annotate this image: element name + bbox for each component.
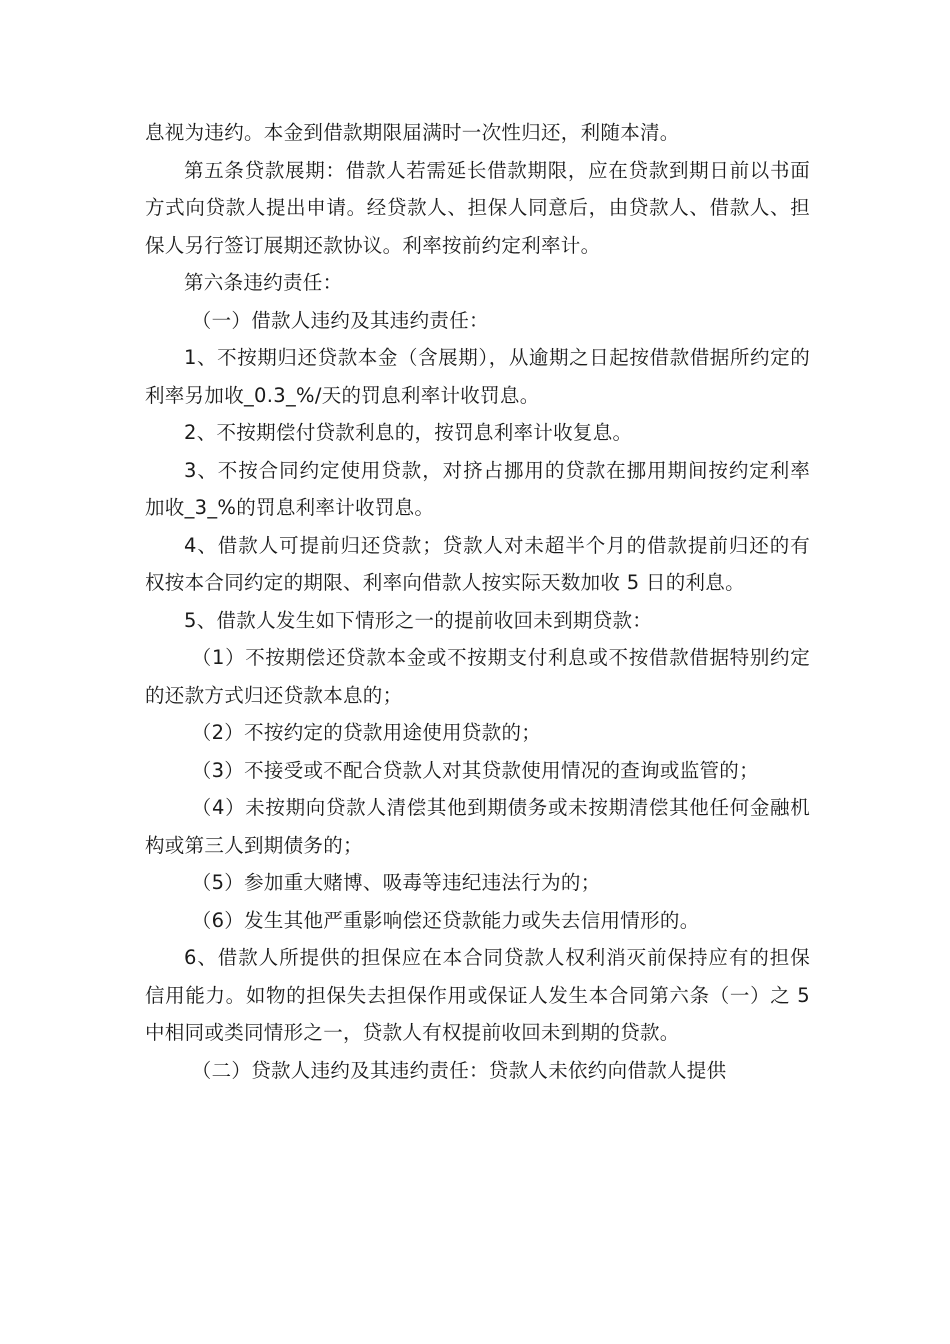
paragraph-lender-breach: （二）贷款人违约及其违约责任：贷款人未依约向借款人提供 <box>191 1058 727 1082</box>
paragraph-item-3: 3、不按合同约定使用贷款，对挤占挪用的贷款在挪用期间按约定利率加收_3_%的罚息利率计收罚息。 <box>145 458 810 519</box>
paragraph-borrower-breach-heading: （一）借款人违约及其违约责任： <box>191 308 489 332</box>
paragraph-subitem-5: （5）参加重大赌博、吸毒等违纪违法行为的； <box>191 871 601 894</box>
paragraph-item-5: 5、借款人发生如下情形之一的提前收回未到期贷款： <box>184 608 653 632</box>
paragraph-subitem-6: （6）发生其他严重影响偿还贷款能力或失去信用情形的。 <box>191 908 700 932</box>
paragraph-item-1: 1、不按期归还贷款本金（含展期），从逾期之日起按借款借据所约定的利率另加收_0.3_%/天的罚息利率计收罚息。 <box>145 346 810 407</box>
paragraph-interest-clause-end: 息视为违约。本金到借款期限届满时一次性归还，利随本清。 <box>145 121 680 144</box>
paragraph-subitem-2: （2）不按约定的贷款用途使用贷款的； <box>191 721 542 744</box>
paragraph-subitem-4: （4）未按期向贷款人清偿其他到期债务或未按期清偿其他任何金融机构或第三人到期债务的； <box>145 796 810 857</box>
paragraph-item-2: 2、不按期偿付贷款利息的，按罚息利率计收复息。 <box>184 421 633 444</box>
paragraph-article-6-heading: 第六条违约责任： <box>184 271 343 294</box>
paragraph-subitem-3: （3）不接受或不配合贷款人对其贷款使用情况的查询或监管的； <box>191 758 759 782</box>
paragraph-article-5-extension: 第五条贷款展期：借款人若需延长借款期限，应在贷款到期日前以书面方式向贷款人提出申请。经贷款人、担保人同意后，由贷款人、借款人、担保人另行签订展期还款协议。利率按前约定利率计。 <box>145 158 810 257</box>
paragraph-subitem-1: （1）不按期偿还贷款本金或不按期支付利息或不按借款借据特别约定的还款方式归还贷款本息的； <box>145 646 810 707</box>
paragraph-item-6: 6、借款人所提供的担保应在本合同贷款人权利消灭前保持应有的担保信用能力。如物的担保失去担保作用或保证人发生本合同第六条（一）之 5 中相同或类同情形之一，贷款人有权提前收回未到期的贷款。 <box>145 946 810 1044</box>
document-page <box>145 114 810 1089</box>
paragraph-item-4: 4、借款人可提前归还贷款；贷款人对未超半个月的借款提前归还的有权按本合同约定的期限、利率向借款人按实际天数加收 5 日的利息。 <box>145 533 810 594</box>
